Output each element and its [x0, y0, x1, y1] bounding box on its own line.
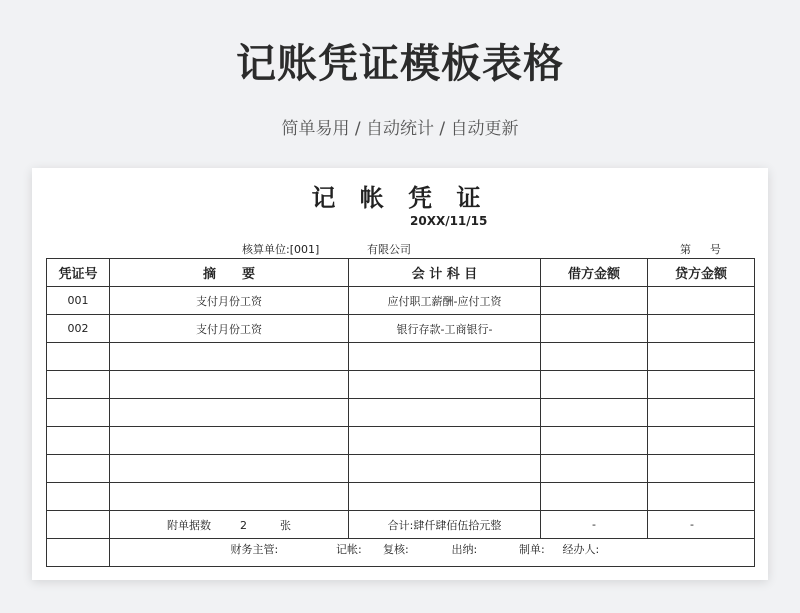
maker-label: 制单: — [519, 543, 545, 556]
signature-empty-cell — [47, 539, 110, 567]
cell-account[interactable] — [349, 483, 541, 511]
debit-total: - — [541, 511, 648, 539]
cell-account[interactable] — [349, 427, 541, 455]
cell-debit[interactable] — [541, 371, 648, 399]
cell-credit[interactable] — [648, 399, 755, 427]
accounting-unit: 核算单位:[001] — [242, 243, 320, 256]
cell-debit[interactable] — [541, 483, 648, 511]
cell-summary[interactable] — [110, 343, 349, 371]
header-row — [47, 259, 755, 287]
cell-voucher-no[interactable] — [47, 455, 110, 483]
attachments-unit: 张 — [280, 518, 291, 532]
cell-credit[interactable] — [648, 483, 755, 511]
cell-credit[interactable] — [648, 287, 755, 315]
cell-summary[interactable] — [110, 455, 349, 483]
cell-credit[interactable] — [648, 343, 755, 371]
cell-debit[interactable] — [541, 315, 648, 343]
page-title: 记账凭证模板表格 — [236, 41, 564, 87]
cell-credit[interactable] — [648, 371, 755, 399]
cell-credit[interactable] — [648, 427, 755, 455]
cell-voucher-no[interactable]: 002 — [47, 315, 110, 343]
table-row — [47, 427, 755, 455]
credit-total: - — [648, 511, 755, 539]
cell-account[interactable] — [349, 399, 541, 427]
cell-summary[interactable]: 支付月份工资 — [110, 287, 349, 315]
cell-account[interactable] — [349, 371, 541, 399]
cashier-label: 出纳: — [451, 543, 478, 556]
header-credit: 贷方金额 — [648, 259, 755, 287]
cell-debit[interactable] — [541, 455, 648, 483]
cell-voucher-no[interactable] — [47, 343, 110, 371]
cell-credit[interactable] — [648, 315, 755, 343]
table-row — [47, 483, 755, 511]
signature-row — [47, 539, 755, 567]
voucher-number-label-right: 号 — [710, 243, 721, 256]
voucher-number-label-left: 第 — [680, 243, 691, 256]
summary-empty-cell — [47, 511, 110, 539]
finance-supervisor-label: 财务主管: — [230, 543, 279, 556]
header-account: 会 计 科 目 — [349, 259, 541, 287]
signature-cell — [110, 539, 755, 567]
cell-summary[interactable]: 支付月份工资 — [110, 315, 349, 343]
table-row — [47, 343, 755, 371]
cell-summary[interactable] — [110, 371, 349, 399]
attachments-cell — [110, 511, 349, 539]
cell-voucher-no[interactable] — [47, 483, 110, 511]
cell-debit[interactable] — [541, 399, 648, 427]
cell-account[interactable] — [349, 455, 541, 483]
cell-voucher-no[interactable] — [47, 399, 110, 427]
bookkeeper-label: 记帐: — [336, 543, 362, 556]
attachments-count[interactable]: 2 — [240, 518, 247, 532]
voucher-title: 记 帐 凭 证 — [311, 184, 489, 212]
cell-account[interactable]: 银行存款-工商银行- — [349, 315, 541, 343]
cell-account[interactable] — [349, 343, 541, 371]
table-row — [47, 399, 755, 427]
cell-debit[interactable] — [541, 343, 648, 371]
table-row — [47, 371, 755, 399]
handler-label: 经办人: — [562, 543, 600, 556]
header-summary: 摘 要 — [110, 259, 349, 287]
header-voucher-no: 凭证号 — [47, 259, 110, 287]
cell-voucher-no[interactable]: 001 — [47, 287, 110, 315]
cell-summary[interactable] — [110, 483, 349, 511]
table-row — [47, 455, 755, 483]
cell-account[interactable]: 应付职工薪酬-应付工资 — [349, 287, 541, 315]
attachments-label: 附单据数 — [167, 518, 211, 532]
voucher-table — [46, 258, 755, 567]
table-row — [47, 287, 755, 315]
cell-debit[interactable] — [541, 427, 648, 455]
cell-debit[interactable] — [541, 287, 648, 315]
company-name: 有限公司 — [367, 243, 411, 256]
cell-credit[interactable] — [648, 455, 755, 483]
cell-voucher-no[interactable] — [47, 371, 110, 399]
summary-row — [47, 511, 755, 539]
cell-voucher-no[interactable] — [47, 427, 110, 455]
reviewer-label: 复核: — [383, 543, 409, 556]
voucher-sheet — [32, 168, 768, 580]
table-row — [47, 315, 755, 343]
voucher-date: 20XX/11/15 — [410, 214, 488, 228]
page-subtitle: 简单易用 / 自动统计 / 自动更新 — [281, 119, 519, 139]
header-debit: 借方金额 — [541, 259, 648, 287]
total-amount-words: 合计:肆仟肆佰伍拾元整 — [349, 511, 541, 539]
cell-summary[interactable] — [110, 399, 349, 427]
cell-summary[interactable] — [110, 427, 349, 455]
